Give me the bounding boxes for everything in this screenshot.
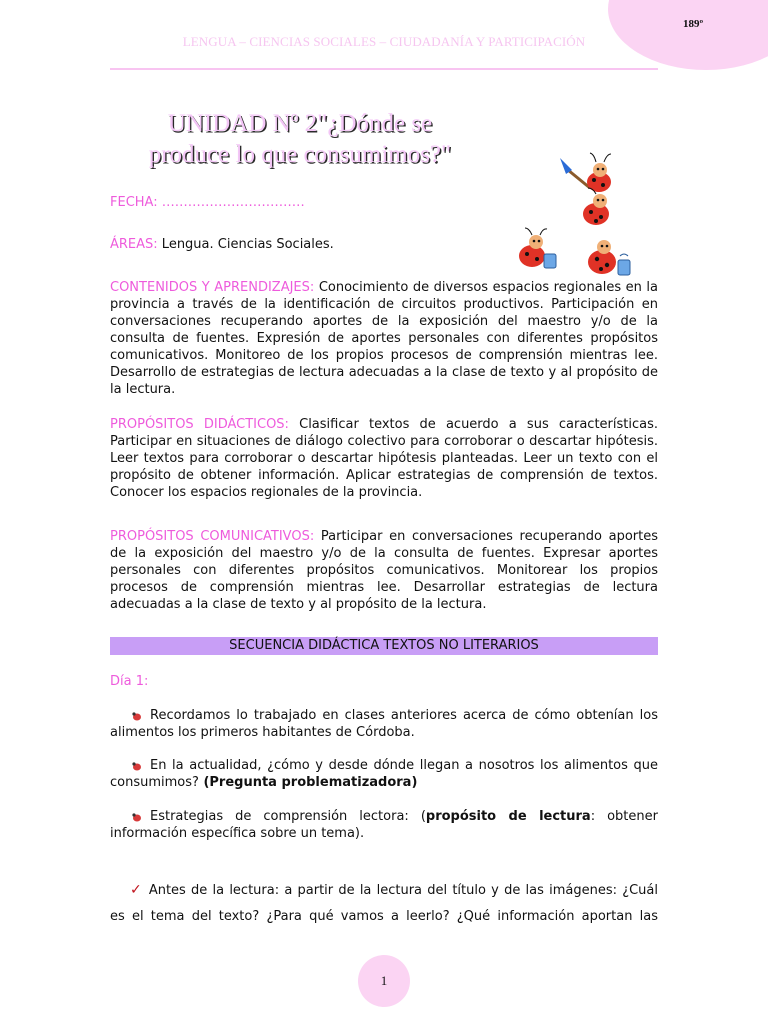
propositos-didacticos-label: PROPÓSITOS DIDÁCTICOS: bbox=[110, 417, 289, 432]
propositos-didacticos-text: Clasificar textos de acuerdo a sus características. Participar en situaciones de diálogo colectivo para corroborar o descartar hipótesis. Leer textos para corroborar o descartar hipótesis planteadas. Leer un texto con el propósito de obtener información. Aplicar estrategias de comprensión de textos. Conocer los espacios regionales de la provincia. bbox=[110, 417, 659, 500]
secuencia-heading: SECUENCIA DIDÁCTICA TEXTOS NO LITERARIOS bbox=[110, 637, 658, 655]
header-divider bbox=[110, 68, 658, 70]
unit-title-line-2: produce lo que consumimos?" bbox=[148, 141, 452, 168]
unit-title-line-1: UNIDAD Nº 2"¿Dónde se bbox=[167, 110, 433, 137]
propositos-comunicativos-text: Participar en conversaciones recuperando aportes de la exposición del maestro y/o de la consulta de fuentes. Expresar aportes personales con diferentes propósitos comunicativos. Monitorear los propios procesos de comprensión mientras lee. Desarrollar estrategias de lectura adecuadas a la clase de texto y al propósito de la lectura. bbox=[110, 529, 659, 612]
check-text-line-2: es el tema del texto? ¿Para qué vamos a leerlo? ¿Qué información aportan las bbox=[110, 909, 658, 924]
areas-label: ÁREAS: bbox=[110, 237, 158, 252]
bullet-text-2-bold: (Pregunta problematizadora) bbox=[198, 775, 418, 790]
ladybug-bullet-icon bbox=[130, 710, 144, 722]
bullet-text-3-pre: Estrategias de comprensión lectora: ( bbox=[150, 809, 426, 824]
contenidos-paragraph bbox=[110, 279, 658, 398]
ladybug-bullet-icon bbox=[130, 811, 144, 823]
propositos-didacticos-paragraph bbox=[110, 416, 658, 501]
bullet-text-3-post: : obtener información específica sobre un tema). bbox=[110, 809, 658, 841]
bullet-text-3-bold: propósito de lectura bbox=[425, 809, 591, 824]
dia-label: Día 1: bbox=[110, 674, 149, 689]
bullet-item-1 bbox=[110, 707, 658, 741]
propositos-comunicativos-label: PROPÓSITOS COMUNICATIVOS: bbox=[110, 529, 315, 544]
fecha-field: FECHA: …………………………… bbox=[110, 195, 305, 210]
bullet-text-1: Recordamos lo trabajado en clases anteriores acerca de cómo obtenían los alimentos los primeros habitantes de Córdoba. bbox=[110, 708, 658, 740]
contenidos-text: Conocimiento de diversos espacios regionales en la provincia a través de la identificación de circuitos productivos. Participación en conversaciones recuperando aportes de la exposición del maestro y/o de la consulta de fuentes. Expresión de aportes personales con diferentes propósitos comunicativos. Monitoreo de los propios procesos de comprensión mientras lee. Desarrollo de estrategias de lectura adecuadas a la clase de texto y al propósito de la lectura. bbox=[110, 280, 658, 397]
header-subjects: LENGUA – CIENCIAS SOCIALES – CIUDADANÍA Y PARTICIPACIÓN bbox=[182, 34, 586, 49]
bullet-item-3 bbox=[110, 808, 658, 842]
check-item bbox=[110, 877, 658, 930]
bullet-text-2: En la actualidad, ¿cómo y desde dónde llegan a nosotros los alimentos que consumimos? bbox=[110, 758, 658, 790]
check-text-line-1: Antes de la lectura: a partir de la lectura del título y de las imágenes: ¿Cuál bbox=[148, 883, 659, 898]
unit-title bbox=[100, 108, 500, 170]
ladybug-bullet-icon bbox=[130, 760, 144, 772]
corner-page-number: 189º bbox=[683, 18, 704, 30]
checkmark-icon: ✓ bbox=[130, 882, 143, 898]
propositos-comunicativos-paragraph bbox=[110, 528, 658, 613]
ladybugs-illustration bbox=[508, 148, 638, 280]
areas-value: Lengua. Ciencias Sociales. bbox=[157, 237, 334, 252]
contenidos-label: CONTENIDOS Y APRENDIZAJES: bbox=[110, 280, 315, 295]
bullet-item-2 bbox=[110, 757, 658, 791]
page-number: 1 bbox=[358, 955, 410, 1007]
